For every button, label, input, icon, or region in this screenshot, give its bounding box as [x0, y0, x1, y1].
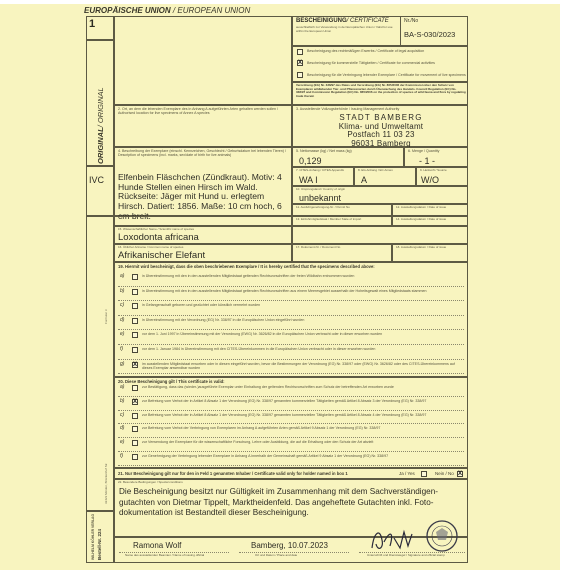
field-8-label: 8. EG-Anhang / EC Annex — [358, 168, 393, 172]
s19-row-divider — [118, 373, 464, 374]
s19-row-divider — [118, 300, 464, 301]
valid-yes-checkbox[interactable] — [421, 471, 427, 477]
field-8-box — [354, 167, 416, 186]
s20-text: zur Bestätigung, dass das (wieder-)ausgeführte Exemplar unter Einhaltung der geltenden Rechtsvorschriften zum Schutz der betreffenden Art erworben wurde — [142, 385, 394, 389]
authority-line-1: STADT BAMBERG — [339, 113, 423, 122]
special-conditions: Die Bescheinigung besitzt nur Gültigkeit im Zusammenhang mit dem Sachverständigen-gutachten von Dietmar Tippelt, Marktheidenfeld. Das angeheftete Gutachten inkl. Foto-dokumentation ist Bestandteil dieser Bescheinigung. — [119, 487, 439, 517]
purpose-option-3: Bescheinigung für die Verbringung lebender Exemplare / Certificate for movement of live specimens — [307, 73, 466, 77]
net-mass: 0,129 — [299, 156, 322, 166]
field-12-label: 12. Ausstellungsdatum / Date of issue — [396, 205, 447, 209]
valid-no-checkbox[interactable]: X — [458, 471, 463, 477]
field-9-label: 9. Herkunft / Source — [420, 168, 447, 172]
field-17b-box — [292, 244, 392, 262]
publisher-address-vertical: 32423 Minden, Brückenhof Str. — [104, 462, 108, 504]
field-7-box — [292, 167, 354, 186]
s20-checkbox[interactable]: X — [133, 398, 138, 405]
country-of-origin: unbekannt — [299, 193, 342, 203]
issued-note: ausschließlich zur Verwendung in der Europäischen Union / Valid for use within the European Union — [296, 25, 393, 33]
signature-and-stamp — [360, 518, 470, 562]
s19-checkbox[interactable] — [132, 303, 138, 309]
s20-text: zur Genehmigung der Verbringung lebender Exemplare in Anhang A innerhalb der Gemeinschaft gemäß Artikel 9 Absatz 1 der Verordnung (EG) Nr. 338/97 — [142, 454, 389, 458]
section-19-label: 19. Hiermit wird bescheinigt, dass die oben beschriebenen Exemplare / It is hereby certified that the specimens described above: — [118, 264, 375, 269]
place-date-label: Ort und Datum / Place and date — [255, 553, 298, 557]
section-20-label: 20. Diese Bescheinigung gilt / This certificate is valid: — [118, 379, 225, 384]
field-12-box — [392, 204, 468, 216]
field-22-label: 22. Besondere Bedingungen / Special conditions — [118, 480, 183, 484]
common-name: Afrikanischer Elefant — [118, 250, 206, 261]
s19-letter: e) — [120, 331, 125, 338]
field-17-label: 17. Dokument-Nr. / Document No — [296, 245, 341, 249]
s20-text: zur Verwendung der Exemplare für die wissenschaftliche Forschung, Lehre oder Ausbildung, die auf die Erhaltung oder den Schutz der Art abzielt — [142, 440, 374, 445]
s19-checkbox[interactable] — [132, 274, 138, 280]
field-2-box — [114, 105, 292, 147]
authority-line-3: Postfach 11 03 23 — [347, 130, 415, 140]
field-13-box — [292, 216, 392, 226]
section-number: 1 — [89, 18, 96, 30]
header-title: EUROPÄISCHE UNION / EUROPEAN UNION — [84, 6, 251, 15]
field-6-label: 6. Menge / Quantity — [408, 149, 440, 153]
certificate-label: BESCHEINIGUNG/ CERTIFICATE — [296, 18, 389, 24]
field-7-label: 7. CITES-Anhang / CITES Appendix — [296, 168, 345, 172]
field-21-label: 21. Nur Bescheinigung gilt nur für den in Feld 1 genannten Inhaber / Certificate valid only for holder named in box 1 — [118, 471, 348, 476]
s19-checkbox[interactable] — [132, 332, 138, 338]
field-4-code-box — [86, 166, 114, 216]
field-2-label: 2. Ort, an dem die lebenden Exemplare des in Anhang A aufgeführten Arten gehalten werden sollen / Authorised location for live specimens of Annex A species — [118, 107, 279, 116]
certificate-number: BA-S-030/2023 — [404, 30, 456, 39]
purpose-checkbox-2[interactable]: X — [298, 60, 303, 66]
field-15-label: 15. Wissenschaftlicher Name / Scientific name of species — [118, 227, 195, 231]
field-9-box — [416, 167, 468, 186]
section-number-box — [86, 16, 114, 40]
s19-text: in Gefangenschaft geboren und gezüchtet oder künstlich vermehrt wurden — [142, 303, 261, 308]
s20-letter: a) — [120, 384, 125, 390]
field-11-box — [292, 204, 392, 216]
field-16-label: 16. Üblicher Artname / Common name of species — [118, 245, 184, 249]
s19-text: vor dem 1. Juni 1997 in Übereinstimmung mit der Verordnung (EWG) Nr. 3626/82 in die Europäischen Union verbracht oder in dieser erworben wurden — [142, 332, 383, 337]
field-15-box — [114, 226, 292, 244]
field-3-label: 3. Ausstellende Vollzugsbehörde / Issuing Management Authority — [296, 107, 400, 111]
scientific-name: Loxodonta africana — [118, 232, 199, 243]
issuing-authority — [293, 114, 469, 148]
s19-text: in Übereinstimmung mit den in den ausstellenden Mitgliedstaat geltenden Rechtsvorschriften aus einem Meeresgebiet ausserhalb der Hoheitsgewalt eines Mitgliedstaats stammen — [142, 288, 427, 293]
s19-text: vor dem 1. Januar 1984 in Übereinstimmung mit den CITES-Übereinkommen in die Europäischen Union verbracht oder in dieser erworben wurden — [142, 347, 376, 351]
field-5-label: 5. Nettomasse (kg) / Net mass (kg) — [296, 149, 352, 153]
s19-letter: c) — [120, 302, 125, 309]
s20-row-divider — [118, 437, 464, 438]
purpose-option-2: Bescheinigung für kommerzielle Tätigkeiten / Certificate for commercial activities — [307, 61, 435, 65]
field-17-box — [292, 226, 468, 244]
specimen-description: Elfenbein Fläschchen (Zündkraut). Motiv: 4 Hunde Stellen einen Hirsch im Wald. Rückseite: Jäger mit Hund u. erlegtem Hirsch. Datiert: 1856. Maße: 10 cm hoch, 6 cm breit. — [118, 172, 282, 221]
authority-line-4: 96031 Bamberg — [351, 138, 411, 148]
field-6-box — [404, 147, 468, 167]
form-code-vertical: Formular 3 — [104, 309, 108, 324]
valid-no-label: Nein / No — [435, 471, 454, 476]
field-18-label: 18. Ausstellungsdatum / Date of issue — [396, 245, 447, 249]
field-14-label: 14. Ausstellungsdatum / Date of issue — [396, 217, 447, 221]
purpose-checkbox-3[interactable] — [297, 72, 303, 78]
purpose-checkbox-1[interactable] — [297, 49, 303, 55]
s20-text: zur Befreiung vom Verbot der in Artikel 8 Absatz 1 der Verordnung (EG) Nr. 338/97 genannten kommerziellen Tätigkeiten gemäß Artikel 8 Absatz 3 der Verordnung (EG) Nr. 338/97 — [142, 398, 427, 403]
s20-checkbox[interactable] — [132, 426, 138, 432]
specimen-code: IVC — [89, 175, 105, 185]
s19-checkbox[interactable]: X — [133, 361, 138, 368]
certificate-number-box — [400, 16, 468, 46]
field-13-label: 13. Einfuhrmitgliedstaat / Member State of import — [296, 217, 362, 221]
issuing-official-name: Ramona Wolf — [133, 541, 182, 550]
valid-yes-label: Ja / Yes — [399, 471, 415, 476]
s19-row-divider — [118, 329, 464, 330]
s20-row-divider — [118, 410, 464, 411]
original-vertical-label: ORIGINAL/ ORIGINAL — [96, 87, 105, 164]
s19-letter: a) — [120, 273, 125, 279]
no-label: Nr./No — [404, 18, 419, 24]
publisher-vertical-1: WILHELM KÖHLER VERLAG — [91, 513, 95, 560]
source: W/O — [421, 175, 439, 185]
s20-letter: e) — [120, 439, 125, 446]
s20-row-divider — [118, 451, 464, 452]
s20-letter: b) — [120, 397, 125, 404]
purpose-options-box — [292, 46, 468, 82]
field-3-box — [292, 105, 468, 147]
field-11-label: 11. Ausfuhrgenehmigung-Nr. / Permit No — [296, 205, 350, 209]
s20-letter: d) — [120, 425, 125, 432]
field-16-box — [114, 244, 292, 262]
s20-checkbox[interactable] — [132, 385, 138, 391]
s19-row-divider — [118, 359, 464, 360]
regulation-box — [292, 82, 468, 105]
s19-row-divider — [118, 315, 464, 316]
s20-checkbox[interactable] — [132, 454, 138, 460]
cites-appendix: WA I — [299, 175, 318, 185]
s19-checkbox[interactable] — [132, 289, 138, 295]
s20-text: zur Befreiung vom Verbot der Verbringung von Exemplaren im Anhang A aufgeführten Arten gemäß Artikel 9 Absatz 1 der Verordnung (EG) Nr. 338/97 — [142, 426, 381, 431]
field-10-box — [292, 186, 468, 204]
field-13-spacer — [114, 216, 292, 226]
place-and-date: Bamberg, 10.07.2023 — [251, 541, 328, 550]
s19-text: im ausstellenden Mitgliedstaat erworben oder in diesen eingeführt wurden, bevor die Bestimmungen der Verordnung (EG) Nr. 338/97 oder (EWG) Nr. 3626/82 oder des CITES-Übereinkommens auf dieses Exemplar anwendbar wurden — [142, 361, 455, 370]
s20-row-divider — [118, 423, 464, 424]
s19-checkbox[interactable] — [132, 318, 138, 324]
field-4-box — [114, 147, 292, 221]
s19-letter: b) — [120, 287, 125, 294]
s20-checkbox[interactable] — [132, 440, 138, 446]
s20-checkbox[interactable] — [132, 413, 138, 419]
signature-stamp-label: Unterschrift und Dienstsiegel / Signature and official stamp — [367, 553, 445, 557]
s19-row-divider — [118, 344, 464, 345]
field-21-box — [114, 468, 468, 479]
authority-line-2: Klima- und Umweltamt — [338, 121, 424, 131]
holder-box — [114, 16, 292, 105]
s20-letter: c) — [120, 411, 125, 418]
field-5-box — [292, 147, 404, 167]
s19-letter: d) — [120, 316, 125, 323]
quantity: - 1 - — [419, 156, 436, 166]
s19-text: in Übereinstimmung mit den in den ausstellenden Mitgliedstaat geltenden Rechtsvorschriften der freien Wildbahn entnommen wurden — [142, 274, 355, 278]
s19-letter: g) — [120, 360, 125, 367]
s20-row-divider — [118, 465, 464, 466]
field-10-label: 10. Ursprungsland / Country of origin — [296, 187, 346, 191]
left-margin-box — [86, 216, 114, 511]
s19-checkbox[interactable] — [132, 347, 138, 353]
field-4-label: 4. Beschreibung der Exemplare (einschl. Kennzeichen, Geschlecht / Geburtsdatum bei lebenden Tieren) / Description of specimens (incl. marks, sex/date of birth for live animals) — [118, 149, 287, 158]
field-14-box — [392, 216, 468, 226]
certificate-paper — [0, 4, 560, 570]
s19-letter: f) — [120, 346, 124, 352]
s19-row-divider — [118, 286, 464, 287]
official-name-label: Name des ausstellenden Beamten / Name of issuing official — [125, 553, 205, 557]
handwritten-signature — [372, 532, 412, 548]
regulation-note: Verordnung (EG) Nr. 338/97 des Rates und Verordnung (EG) Nr. 865/2006 der Kommission über den Schutz von Exemplaren wildlebender Tier- und Pflanzenarten durch Überwachung des Handels. Council Regulation (EC) No. 338/97 and Commission Regulation (EC) No. 865/2006 on the protection of species of wild fauna and flora by regulating trade therein — [296, 83, 466, 98]
publisher-vertical-2: Bestell-Nr. 224 — [97, 528, 102, 560]
s19-text: in Übereinstimmung mit der Verordnung (EG) Nr. 338/97 in die Europäischen Union eingeführt wurden — [142, 317, 305, 322]
s20-letter: f) — [120, 453, 124, 459]
s20-text: zur Befreiung vom Verbot der in Artikel 8 Absatz 1 der Verordnung (EG) Nr. 338/97 genannten kommerziellen Tätigkeiten gemäß Artikel 8 Absatz 4 der Verordnung (EG) Nr. 338/97 — [142, 412, 427, 417]
purpose-option-1: Bescheinigung des rechtmäßigen Erwerbs / Certificate of legal acquisition — [307, 49, 425, 53]
ec-annex: A — [361, 175, 368, 185]
s20-row-divider — [118, 396, 464, 397]
field-18-box — [392, 244, 468, 262]
